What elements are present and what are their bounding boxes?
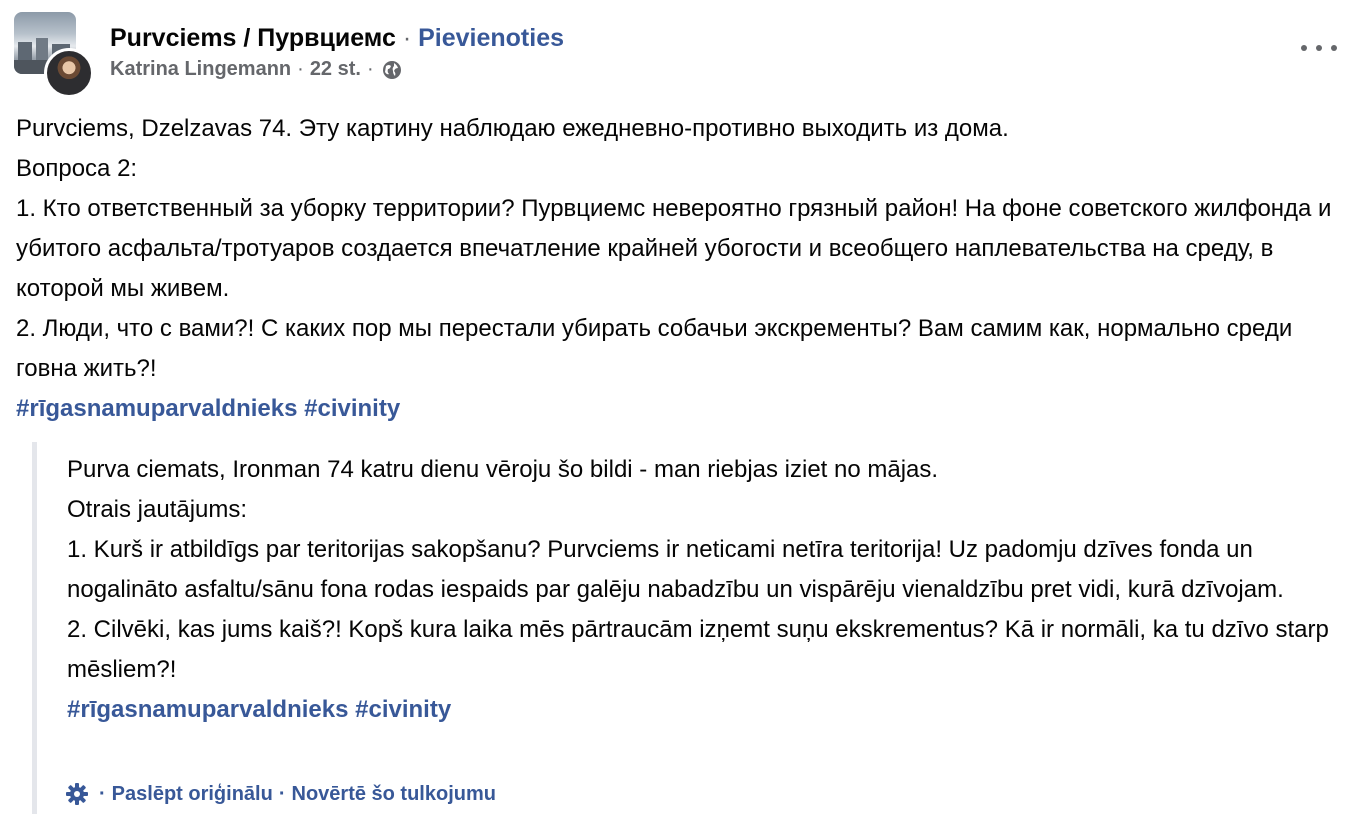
post-line: Purvciems, Dzelzavas 74. Эту картину наблюдаю ежедневно-противно выходить из дома.	[16, 115, 1009, 142]
translation-line: 2. Cilvēki, kas jums kaiš?! Kopš kura laika mēs pārtraucām izņemt suņu ekskrementus? Kā ir normāli, ka tu dzīvo starp mēsliem?!	[67, 616, 1329, 683]
author-avatar[interactable]	[44, 48, 94, 98]
meta-separator: ·	[297, 58, 304, 80]
translation-block	[32, 442, 1332, 814]
post-title-line	[110, 24, 564, 53]
translation-line: Purva ciemats, Ironman 74 katru dienu vēroju šo bildi - man riebjas iziet no mājas.	[67, 456, 939, 483]
post-timestamp[interactable]: 22 st.	[309, 58, 361, 80]
post-body	[16, 109, 1351, 429]
post-header	[12, 10, 1347, 92]
post-hashtags[interactable]: #rīgasnamuparvaldnieks #civinity	[16, 395, 401, 422]
meta-separator-2: ·	[366, 58, 374, 80]
footer-separator: ·	[99, 782, 106, 805]
post-line: Вопроса 2:	[16, 155, 138, 182]
post-line: 2. Люди, что с вами?! С каких пор мы перестали убирать собачьи экскременты? Вам самим как, нормально среди говна жить?!	[16, 315, 1293, 382]
gear-icon[interactable]	[65, 782, 89, 806]
translation-line: Otrais jautājums:	[67, 496, 248, 523]
translation-footer	[65, 782, 496, 806]
globe-icon[interactable]	[382, 60, 402, 80]
translation-body	[67, 450, 1332, 730]
post-line: 1. Кто ответственный за уборку территории? Пурвциемс невероятно грязный район! На фоне советского жилфонда и убитого асфальта/тротуаров создается впечатление крайней убогости и всеобщего наплевательства на среду, в которой мы живем.	[16, 195, 1332, 302]
rate-translation-link[interactable]: Novērtē šo tulkojumu	[291, 782, 496, 805]
title-separator: ·	[402, 24, 412, 52]
translation-line: 1. Kurš ir atbildīgs par teritorijas sakopšanu? Purvciems ir neticami netīra teritorija! Uz padomju dzīves fonda un nogalināto asfaltu/sānu fona rodas iespaids par galēju nabadzību un vispārēju vienaldzību pret vidi, kurā dzīvojam.	[67, 536, 1284, 603]
hide-original-link[interactable]: Paslēpt oriģinālu	[111, 782, 273, 805]
translation-hashtags[interactable]: #rīgasnamuparvaldnieks #civinity	[67, 696, 452, 723]
footer-separator-2: ·	[278, 782, 286, 805]
group-name-link[interactable]: Purvciems / Пурвциемс	[110, 24, 396, 52]
join-group-button[interactable]: Pievienoties	[418, 24, 565, 52]
author-name-link[interactable]: Katrina Lingemann	[110, 58, 292, 80]
post-meta-line	[110, 58, 402, 81]
more-options-icon[interactable]	[1301, 38, 1337, 58]
